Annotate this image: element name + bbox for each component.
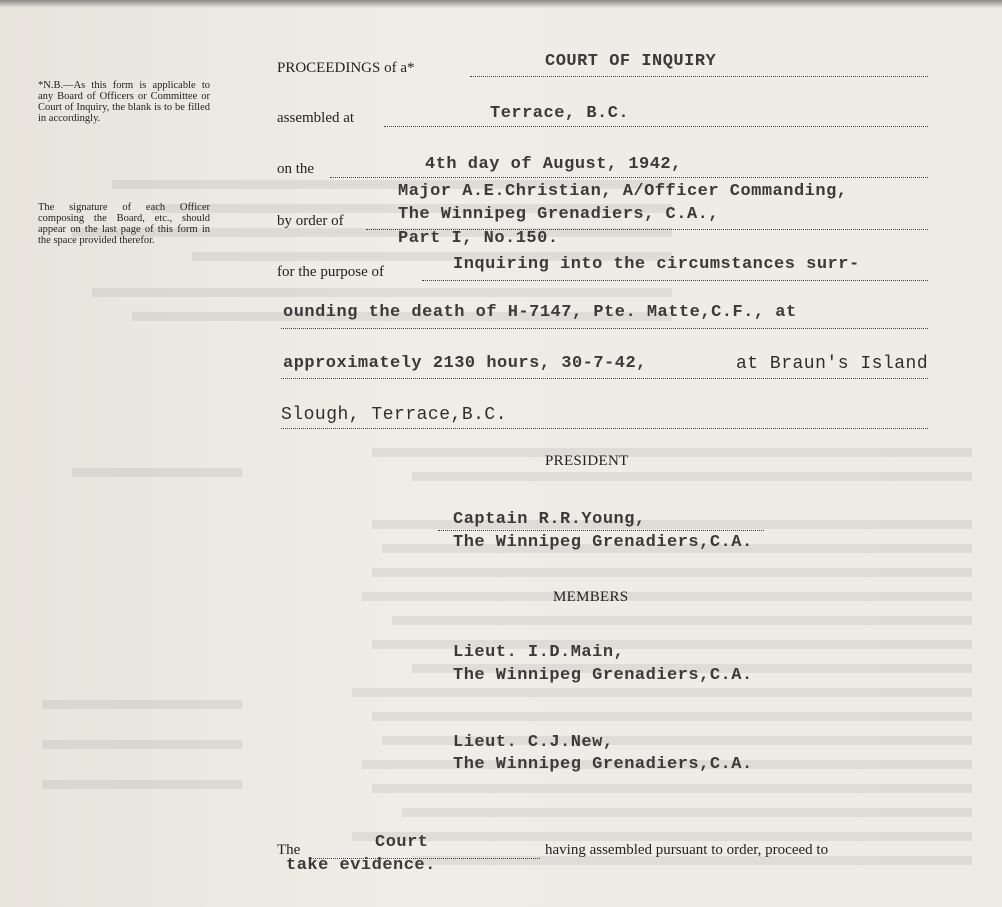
purpose-line-3: approximately 2130 hours, 30-7-42,	[283, 354, 647, 373]
purpose-blank-line-1	[422, 280, 928, 281]
purpose-tail: at Braun's Island	[736, 354, 929, 374]
purpose-blank-line-2	[281, 328, 928, 329]
purpose-line-2: ounding the death of H-7147, Pte. Matte,C.F., at	[283, 303, 797, 322]
proceedings-blank-line	[470, 76, 928, 77]
closing-continuation: take evidence.	[286, 856, 436, 875]
member-2-unit: The Winnipeg Grenadiers,C.A.	[453, 755, 753, 774]
form-usage-note: *N.B.—As this form is applicable to any Board of Officers or Committee or Court of Inquiry, the blank is to be filled in accordingly.	[38, 80, 210, 124]
purpose-line-1: Inquiring into the circumstances surr-	[453, 255, 860, 274]
assembled-blank-line	[384, 126, 928, 127]
assembled-value: Terrace, B.C.	[490, 104, 630, 123]
order-line-3: Part I, No.150.	[398, 229, 559, 248]
proceedings-label: PROCEEDINGS of a*	[277, 60, 415, 76]
president-blank-line	[438, 530, 764, 531]
proceedings-value: COURT OF INQUIRY	[545, 52, 717, 71]
closing-the-label: The	[277, 842, 301, 858]
member-2-name: Lieut. C.J.New,	[453, 733, 614, 752]
member-1-name: Lieut. I.D.Main,	[453, 643, 625, 662]
president-unit: The Winnipeg Grenadiers,C.A.	[453, 533, 753, 552]
president-name: Captain R.R.Young,	[453, 510, 646, 529]
on-the-label: on the	[277, 161, 315, 177]
on-the-blank-line	[330, 177, 928, 178]
members-heading: MEMBERS	[553, 589, 629, 605]
assembled-label: assembled at	[277, 110, 355, 126]
order-line-2: The Winnipeg Grenadiers, C.A.,	[398, 205, 720, 224]
order-label: by order of	[277, 213, 344, 229]
order-line-1: Major A.E.Christian, A/Officer Commanding,	[398, 182, 848, 201]
purpose-blank-line-4	[281, 428, 928, 429]
purpose-label: for the purpose of	[277, 264, 385, 280]
date-value: 4th day of August, 1942,	[425, 155, 682, 174]
closing-body-value: Court	[375, 833, 429, 852]
member-1-unit: The Winnipeg Grenadiers,C.A.	[453, 666, 753, 685]
president-heading: PRESIDENT	[545, 453, 629, 469]
signature-note: The signature of each Officer composing the Board, etc., should appear on the last page of this form in the space provided therefor.	[38, 202, 210, 246]
closing-suffix: having assembled pursuant to order, proceed to	[545, 842, 829, 858]
purpose-last-line: Slough, Terrace,B.C.	[281, 405, 508, 425]
purpose-blank-line-3	[281, 378, 928, 379]
